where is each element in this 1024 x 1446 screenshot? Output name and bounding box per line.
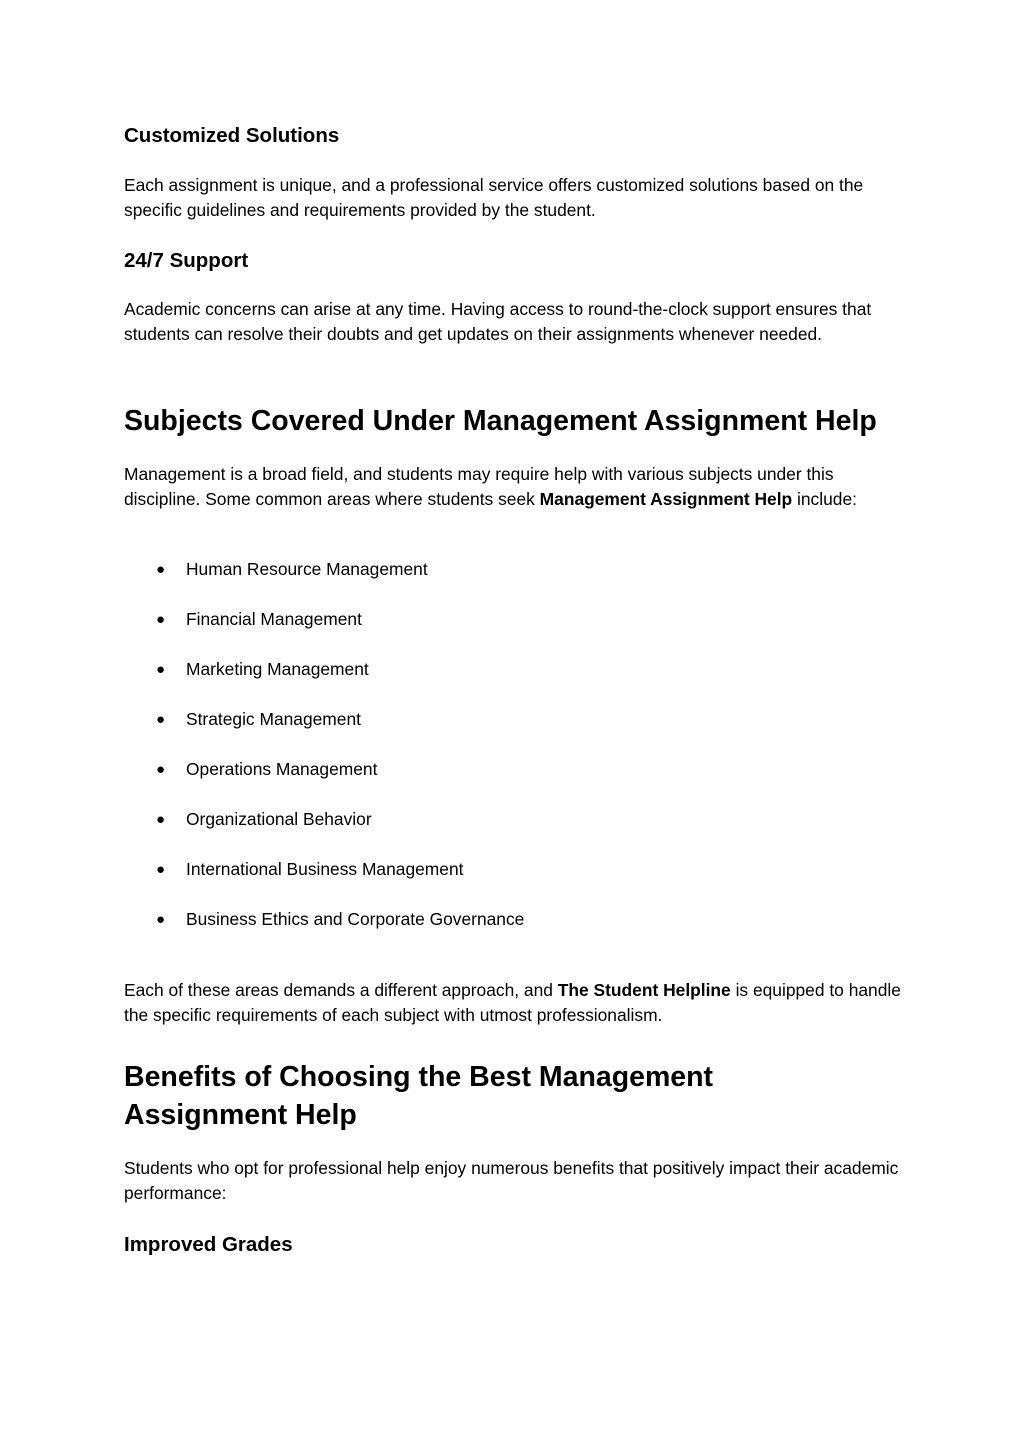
list-item-label: Operations Management (186, 759, 378, 779)
bullet-icon: ● (156, 861, 166, 878)
bullet-icon: ● (156, 911, 166, 928)
paragraph-subjects-intro (124, 462, 904, 512)
heading-improved-grades: Improved Grades (124, 1233, 293, 1256)
bullet-icon: ● (156, 661, 166, 678)
heading-benefits-line-1: Benefits of Choosing the Best Management (124, 1061, 714, 1093)
list-item-label: Strategic Management (186, 709, 361, 729)
bullet-icon: ● (156, 611, 166, 628)
bullet-icon: ● (156, 711, 166, 728)
list-item-label: International Business Management (186, 859, 464, 879)
paragraph-customized-solutions: Each assignment is unique, and a professional service offers customized solutions based on the specific guidelines and requirements provided by the student. (124, 175, 864, 220)
subjects-outro-bold: The Student Helpline (557, 980, 731, 1000)
paragraph-support: Academic concerns can arise at any time. Having access to round-the-clock support ensures that students can resolve their doubts and get updates on their assignments whenever needed. (124, 299, 872, 344)
list-item-label: Financial Management (186, 609, 362, 629)
bullet-icon: ● (156, 561, 166, 578)
paragraph-benefits: Students who opt for professional help enjoy numerous benefits that positively impact their academic performance: (124, 1158, 899, 1203)
list-item-label: Marketing Management (186, 659, 369, 679)
paragraph-subjects-outro (124, 978, 904, 1028)
heading-support: 24/7 Support (124, 249, 249, 272)
list-item-label: Organizational Behavior (186, 809, 372, 829)
list-item-label: Human Resource Management (186, 559, 428, 579)
list-item-label: Business Ethics and Corporate Governance (186, 909, 525, 929)
subjects-intro-text: Management is a broad field, and students may require help with various subjects under this discipline. Some common areas where students seek (124, 464, 834, 509)
heading-benefits-line-2: Assignment Help (124, 1099, 357, 1131)
bullet-icon: ● (156, 811, 166, 828)
subjects-intro-bold: Management Assignment Help (539, 489, 793, 509)
subjects-outro-text: Each of these areas demands a different approach, and (124, 980, 558, 1000)
heading-customized-solutions: Customized Solutions (124, 124, 340, 147)
bullet-icon: ● (156, 761, 166, 778)
heading-subjects-covered: Subjects Covered Under Management Assignment Help (124, 405, 877, 437)
subjects-intro-end: include: (792, 489, 857, 509)
subjects-outro-end: is equipped to handle the specific requirements of each subject with utmost professionalism. (124, 980, 901, 1025)
